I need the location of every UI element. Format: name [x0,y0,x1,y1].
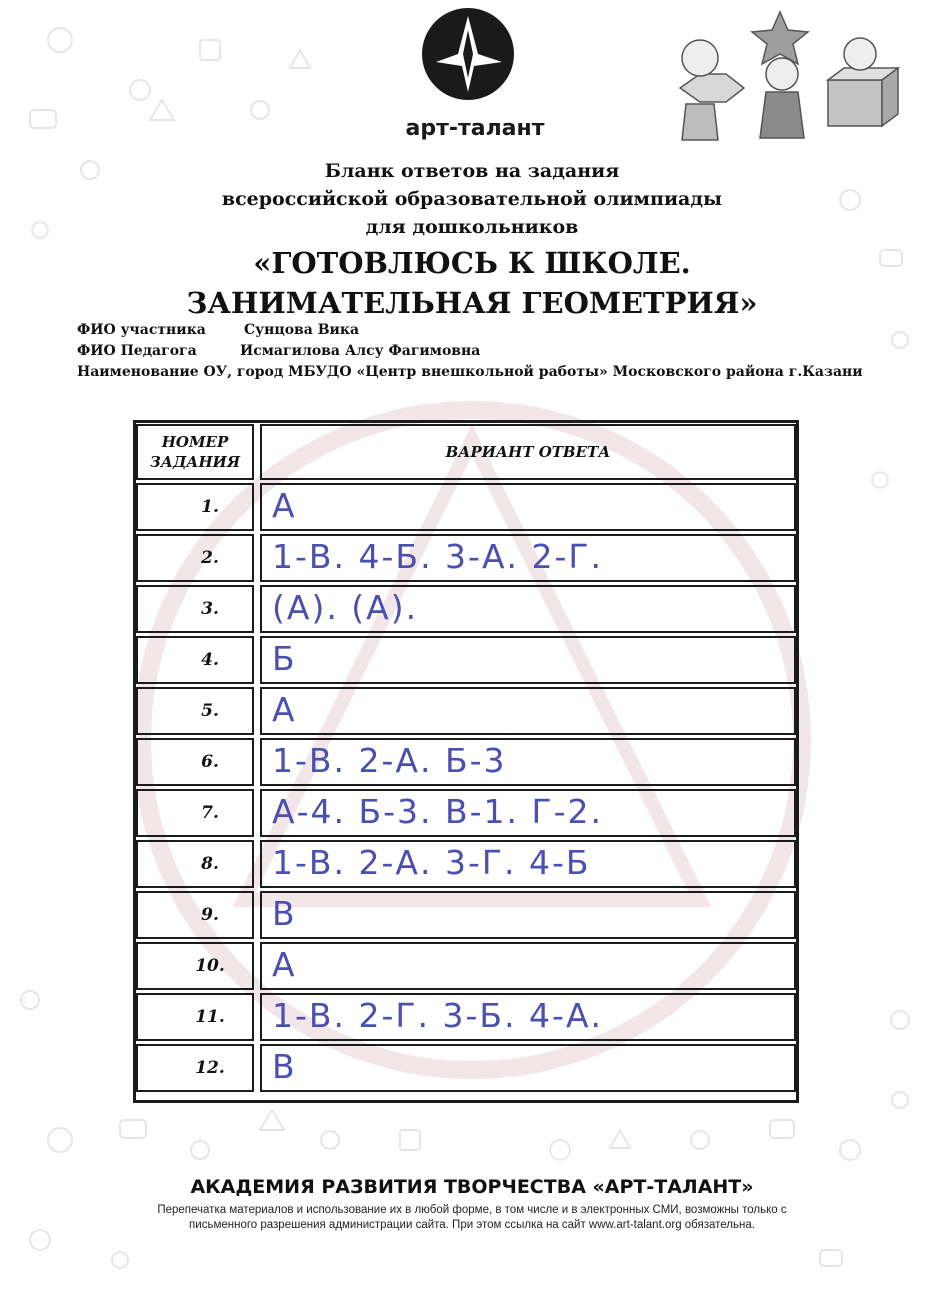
answer-field[interactable] [260,636,796,684]
table-row [136,483,796,531]
children-with-shapes-illustration [660,8,910,158]
answer-text: А [272,690,297,729]
task-number: 1. [201,497,219,517]
task-number: 2. [201,548,219,568]
answer-text: В [272,1047,297,1086]
answer-text: (А). (А). [272,588,419,627]
answer-field[interactable] [260,840,796,888]
answer-text: 1-В. 2-А. Б-3 [272,741,507,780]
answer-field[interactable] [260,483,796,531]
answer-field[interactable] [260,1044,796,1092]
header-line-1: Бланк ответов на задания [324,160,620,182]
answer-field[interactable] [260,891,796,939]
teacher-name: Исмагилова Алсу Фагимовна [240,343,481,359]
answer-text: А [272,486,297,525]
answer-table [133,420,799,1103]
answer-text: А-4. Б-3. В-1. Г-2. [272,792,604,831]
olympiad-title-line-1: «ГОТОВЛЮСЬ К ШКОЛЕ. [253,246,691,280]
answer-field[interactable] [260,534,796,582]
task-number: 4. [201,650,219,670]
table-row [136,687,796,735]
answer-field[interactable] [260,942,796,990]
answer-field[interactable] [260,993,796,1041]
table-row [136,891,796,939]
answer-text: 1-В. 4-Б. 3-А. 2-Г. [272,537,604,576]
answer-text: В [272,894,297,933]
table-row [136,534,796,582]
table-row [136,1044,796,1092]
task-number: 9. [201,905,219,925]
teacher-label: ФИО Педагога [77,343,197,359]
school-line: Наименование ОУ, город МБУДО «Центр внешкольной работы» Московского района г.Казани [77,364,863,380]
table-row [136,993,796,1041]
answer-field[interactable] [260,738,796,786]
col-answer-header [260,424,796,480]
footer-title: АКАДЕМИЯ РАЗВИТИЯ ТВОРЧЕСТВА «АРТ-ТАЛАНТ» [190,1176,754,1198]
task-number: 8. [201,854,219,874]
task-number: 6. [201,752,219,772]
col-num-header [136,424,254,480]
table-row [136,840,796,888]
col-num-header-line-1: НОМЕР [161,433,229,451]
table-row [136,789,796,837]
star-arrow-logo-icon [418,4,518,104]
footer-note-line-2: письменного разрешения администрации сайта. При этом ссылка на сайт www.art-talant.org обязательна. [189,1219,755,1231]
task-number: 12. [195,1058,225,1078]
brand-name: арт-талант [405,116,545,141]
participant-label: ФИО участника [77,322,206,338]
answer-field[interactable] [260,687,796,735]
task-number: 3. [201,599,219,619]
col-num-header-line-2: ЗАДАНИЯ [149,453,241,471]
answer-text: 1-В. 2-А. 3-Г. 4-Б [272,843,591,882]
olympiad-title-line-2: ЗАНИМАТЕЛЬНАЯ ГЕОМЕТРИЯ» [186,286,758,320]
footer-note-line-1: Перепечатка материалов и использование их в любой форме, в том числе и в электронных СМИ, возможны только с [157,1204,787,1216]
task-number: 5. [201,701,219,721]
answer-text: Б [272,639,297,678]
col-answer-header-label: ВАРИАНТ ОТВЕТА [445,443,611,461]
table-row [136,738,796,786]
header-line-2: всероссийской образовательной олимпиады [221,188,723,210]
participant-name: Сунцова Вика [244,322,360,338]
table-row [136,942,796,990]
answer-field[interactable] [260,789,796,837]
header-line-3: для дошкольников [365,216,579,238]
footer-note [90,1203,854,1233]
table-row [136,636,796,684]
task-number: 10. [195,956,225,976]
answer-text: 1-В. 2-Г. 3-Б. 4-А. [272,996,604,1035]
answer-field[interactable] [260,585,796,633]
task-number: 7. [201,803,219,823]
task-number: 11. [195,1007,225,1027]
answer-text: А [272,945,297,984]
table-header-row [136,424,796,480]
table-row [136,585,796,633]
